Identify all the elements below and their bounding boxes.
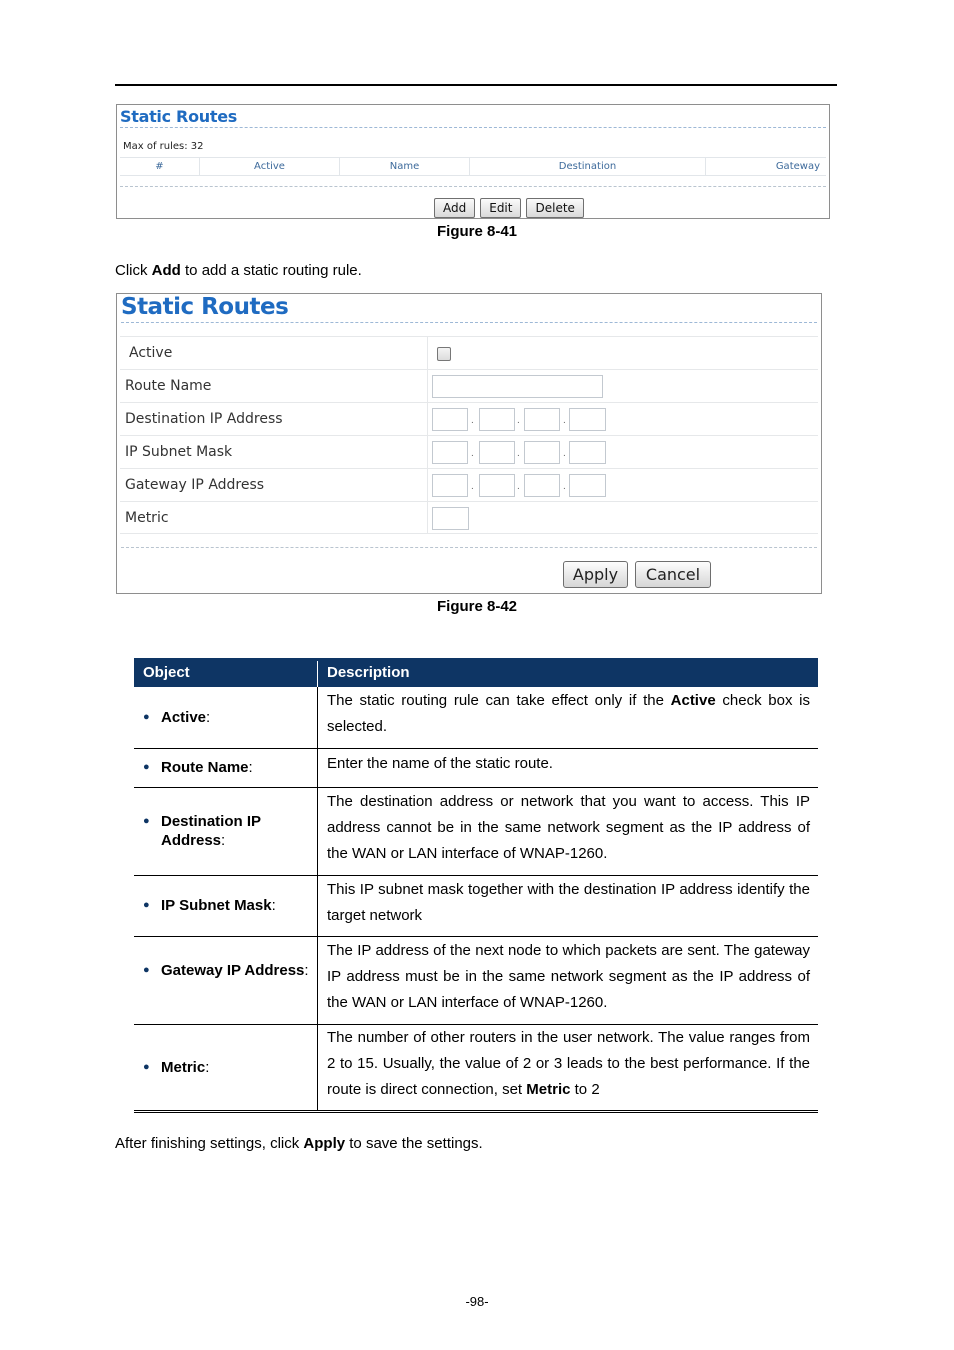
object-label: [161, 896, 321, 915]
octet-separator: .: [563, 415, 566, 426]
column-separator: [427, 469, 428, 501]
description-text: Enter the name of the static route.: [327, 755, 553, 772]
description-text: This IP subnet mask together with the destination IP address identify the target network: [327, 881, 810, 924]
active-label: Active: [129, 345, 173, 361]
object-suffix: :: [304, 962, 309, 979]
bullet-icon: ●: [143, 1061, 150, 1073]
form-row-route-name: [120, 369, 818, 402]
octet-separator: .: [471, 481, 474, 492]
subnet-mask-octet-1[interactable]: [432, 441, 468, 464]
column-header-gateway[interactable]: Gateway: [775, 161, 820, 172]
static-routes-list-panel: [116, 104, 830, 219]
object-label: [161, 708, 321, 727]
object-name: Metric: [161, 1059, 206, 1076]
object-label: [161, 1058, 321, 1077]
destination-ip-label: Destination IP Address: [125, 411, 283, 427]
column-separator: [427, 370, 428, 402]
destination-ip-octet-3[interactable]: [524, 408, 560, 431]
table-row-description: [327, 877, 810, 929]
subnet-mask-octet-2[interactable]: [479, 441, 515, 464]
table-row-description: [327, 1025, 810, 1103]
table-divider: [120, 186, 826, 187]
form-row-destination-ip: [120, 402, 818, 435]
row-divider: [134, 748, 818, 749]
form-title: Static Routes: [121, 294, 289, 320]
intro-text: Click: [115, 262, 152, 279]
object-suffix: :: [221, 832, 226, 849]
row-divider: [134, 787, 818, 788]
page-number: -98-: [465, 1294, 489, 1309]
octet-separator: .: [563, 448, 566, 459]
edit-button[interactable]: Edit: [480, 198, 521, 218]
table-row-description: [327, 751, 810, 777]
table-row-description: [327, 688, 810, 740]
intro-bold: Add: [151, 262, 181, 279]
form-row-gateway-ip: [120, 468, 818, 501]
bullet-icon: ●: [143, 899, 150, 911]
octet-separator: .: [563, 481, 566, 492]
route-name-label: Route Name: [125, 378, 212, 394]
description-bold: Active: [670, 692, 716, 709]
outro-text: After finishing settings, click: [115, 1135, 304, 1152]
object-name: Route Name: [161, 759, 249, 776]
cancel-button[interactable]: Cancel: [635, 561, 711, 588]
bullet-icon: ●: [143, 761, 150, 773]
object-suffix: :: [271, 897, 276, 914]
octet-separator: .: [517, 415, 520, 426]
table-bottom-border: [134, 1110, 818, 1113]
bullet-icon: ●: [143, 711, 150, 723]
object-name: Destination IP Address: [161, 813, 261, 849]
static-route-form-panel: [116, 293, 822, 594]
object-label: [161, 758, 321, 777]
bullet-icon: ●: [143, 815, 150, 827]
outro-paragraph: [115, 1135, 483, 1152]
destination-ip-octet-4[interactable]: [569, 408, 606, 431]
list-actions: [434, 198, 584, 218]
row-divider: [134, 936, 818, 937]
description-text: The IP address of the next node to which packets are sent. The gateway IP address must be in the same network segment as the IP address of the WAN or LAN interface of WNAP-1260.: [327, 942, 810, 1011]
figure-caption-8-42: Figure 8-42: [436, 598, 518, 615]
octet-separator: .: [517, 481, 520, 492]
destination-ip-octet-1[interactable]: [432, 408, 468, 431]
gateway-ip-octet-2[interactable]: [479, 474, 515, 497]
form-actions-divider: [121, 547, 817, 548]
description-text: The destination address or network that you want to access. This IP address cannot be in the same network segment as the IP address of the WAN or LAN interface of WNAP-1260.: [327, 793, 810, 862]
max-rules-text: Max of rules: 32: [123, 141, 204, 152]
metric-label: Metric: [125, 510, 169, 526]
table-row-description: [327, 789, 810, 867]
object-suffix: :: [205, 1059, 210, 1076]
table-header-row: [134, 658, 818, 687]
metric-input[interactable]: [432, 507, 469, 530]
route-name-input[interactable]: [432, 375, 603, 398]
object-label: [161, 812, 321, 850]
object-name: IP Subnet Mask: [161, 897, 272, 914]
figure-caption-8-41: Figure 8-41: [436, 223, 518, 240]
outro-bold: Apply: [303, 1135, 346, 1152]
subnet-mask-octet-3[interactable]: [524, 441, 560, 464]
object-name: Active: [161, 709, 207, 726]
header-separator: [317, 661, 318, 687]
column-separator: [427, 403, 428, 435]
intro-text-end: to add a static routing rule.: [180, 262, 362, 279]
column-header-destination[interactable]: Destination: [470, 158, 706, 175]
description-text-end: to 2: [570, 1081, 600, 1098]
gateway-ip-label: Gateway IP Address: [125, 477, 265, 493]
subnet-mask-label: IP Subnet Mask: [125, 444, 233, 460]
header-description: Description: [327, 664, 410, 681]
form-row-active: [120, 336, 818, 369]
column-separator: [427, 337, 428, 369]
outro-text-end: to save the settings.: [345, 1135, 483, 1152]
column-header-name[interactable]: Name: [340, 158, 470, 175]
header-object: Object: [143, 664, 190, 681]
form-title-divider: [121, 322, 817, 323]
column-separator: [427, 436, 428, 468]
header-rule: [115, 84, 837, 86]
title-divider: [120, 127, 826, 128]
object-label: [161, 961, 321, 980]
column-separator: [427, 502, 428, 533]
gateway-ip-octet-4[interactable]: [569, 474, 606, 497]
table-row-description: [327, 938, 810, 1016]
object-suffix: :: [206, 709, 211, 726]
intro-paragraph: [115, 262, 362, 279]
form-row-metric: [120, 501, 818, 534]
gateway-ip-octet-3[interactable]: [524, 474, 560, 497]
octet-separator: .: [471, 415, 474, 426]
routes-table-header: [120, 157, 826, 176]
description-text: The number of other routers in the user network. The value ranges from 2 to 15. Usually, the value of 2 or 3 leads to the best performance. If the route is direct connection, set: [327, 1029, 810, 1098]
column-header-active[interactable]: Active: [200, 158, 340, 175]
bullet-icon: ●: [143, 964, 150, 976]
gateway-ip-octet-1[interactable]: [432, 474, 468, 497]
apply-button[interactable]: Apply: [563, 561, 628, 588]
description-bold: Metric: [526, 1081, 571, 1098]
form-row-subnet-mask: [120, 435, 818, 468]
subnet-mask-octet-4[interactable]: [569, 441, 606, 464]
active-checkbox[interactable]: [437, 347, 451, 361]
add-button[interactable]: Add: [434, 198, 475, 218]
object-name: Gateway IP Address: [161, 962, 305, 979]
description-text-end: check box is selected.: [327, 692, 810, 735]
destination-ip-octet-2[interactable]: [479, 408, 515, 431]
delete-button[interactable]: Delete: [526, 198, 583, 218]
description-text: The static routing rule can take effect only if the: [327, 692, 671, 709]
row-divider: [134, 875, 818, 876]
octet-separator: .: [471, 448, 474, 459]
column-header-number[interactable]: #: [120, 158, 200, 175]
octet-separator: .: [517, 448, 520, 459]
object-suffix: :: [248, 759, 253, 776]
panel-title: Static Routes: [120, 107, 237, 126]
